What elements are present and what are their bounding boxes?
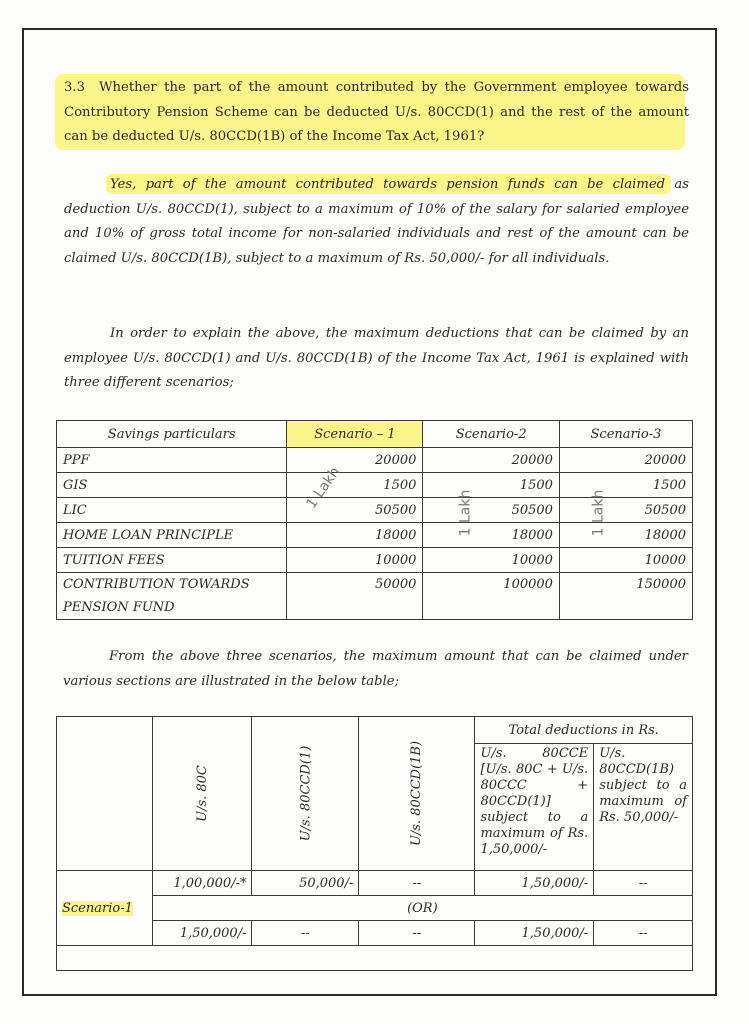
scenario-label: Scenario-1: [62, 900, 133, 916]
handwritten-note-3: 1 Lakh: [590, 489, 607, 537]
header-80ccd1: U/s. 80CCD(1): [252, 717, 359, 871]
row-label: TUITION FEES: [57, 548, 287, 573]
answer-paragraph: [64, 173, 689, 271]
cell-s2: 20000: [423, 448, 560, 473]
question-number: 3.3: [64, 80, 85, 95]
table-row: [57, 448, 693, 473]
cell-s2: 1500: [423, 473, 560, 498]
question-paragraph: [64, 76, 689, 150]
row-label: CONTRIBUTION TOWARDS PENSION FUND: [57, 573, 287, 620]
cell-80c: 1,00,000/-*: [152, 871, 252, 896]
cell-s3: 18000: [559, 523, 692, 548]
cell-s3: 20000: [559, 448, 692, 473]
savings-header-row: [57, 421, 693, 448]
table-row: [57, 548, 693, 573]
empty-cell: [57, 946, 693, 971]
cell-80cce: 1,50,000/-: [475, 921, 594, 946]
or-row: [57, 896, 693, 921]
cell-s2: 100000: [423, 573, 560, 620]
intro-text: In order to explain the above, the maximum deductions that can be claimed by an employee U/s. 80CCD(1) and U/s. 80CCD(1B) of the Income Tax Act, 1961 is explained with three different scenarios;: [64, 326, 689, 390]
cell-s1: 18000: [287, 523, 423, 548]
row-label: PPF: [57, 448, 287, 473]
cell-s1: 50500: [287, 498, 423, 523]
row-label: GIS: [57, 473, 287, 498]
cell-s3: 50500: [559, 498, 692, 523]
answer-text: as deduction U/s. 80CCD(1), subject to a maximum of 10% of the salary for salaried employee and 10% of gross total income for non-salaried individuals and rest of the amount can be claimed U/s. 80CCD(1B), subject to a maximum of Rs. 50,000/- for all individuals.: [64, 177, 689, 266]
header-savings-particulars: Savings particulars: [57, 421, 287, 448]
header-80cce: U/s. 80CCE [U/s. 80C + U/s. 80CCC + 80CCD(1)] subject to a maximum of Rs. 1,50,000/-: [475, 744, 594, 871]
cell-s2: 50500: [423, 498, 560, 523]
header-80ccd1b: U/s. 80CCD(1B): [359, 717, 475, 871]
cell-s2: 10000: [423, 548, 560, 573]
handwritten-note-2: 1 Lakh: [457, 489, 474, 537]
cell-s2: 18000: [423, 523, 560, 548]
header-80c: U/s. 80C: [152, 717, 252, 871]
scenario-label-cell: [57, 871, 153, 946]
cell-80ccd1: --: [252, 921, 359, 946]
cell-s3: 10000: [559, 548, 692, 573]
header-scenario-3: Scenario-3: [559, 421, 692, 448]
header-scenario-2: Scenario-2: [423, 421, 560, 448]
or-label: (OR): [152, 896, 692, 921]
cell-80ccd1b-total: --: [594, 921, 693, 946]
cell-s1: 10000: [287, 548, 423, 573]
cell-80c: 1,50,000/-: [152, 921, 252, 946]
header-80ccd1b-total: U/s. 80CCD(1B) subject to a maximum of Rs. 50,000/-: [594, 744, 693, 871]
empty-row: [57, 946, 693, 971]
cell-80ccd1: 50,000/-: [252, 871, 359, 896]
row-label: HOME LOAN PRINCIPLE: [57, 523, 287, 548]
intro2-paragraph: [63, 645, 688, 694]
deductions-header-row: [57, 717, 693, 744]
cell-80ccd1b: --: [359, 871, 475, 896]
deductions-table: [56, 716, 693, 971]
cell-s1: 20000: [287, 448, 423, 473]
handwritten-note-1: 1 Lakh: [303, 464, 344, 512]
cell-s3: 150000: [559, 573, 692, 620]
intro2-text: From the above three scenarios, the maximum amount that can be claimed under various sections are illustrated in the below table;: [63, 649, 688, 689]
empty-corner-cell: [57, 717, 153, 871]
cell-s1: 1500: [287, 473, 423, 498]
cell-80ccd1b-total: --: [594, 871, 693, 896]
cell-80cce: 1,50,000/-: [475, 871, 594, 896]
answer-highlighted-text: Yes, part of the amount contributed towards pension funds can be claimed: [110, 177, 666, 192]
intro-paragraph: [64, 322, 689, 396]
cell-s1: 50000: [287, 573, 423, 620]
table-row: [57, 573, 693, 620]
cell-80ccd1b: --: [359, 921, 475, 946]
table-row: [57, 921, 693, 946]
question-text: Whether the part of the amount contributed by the Government employee towards Contributory Pension Scheme can be deducted U/s. 80CCD(1) and the rest of the amount can be deducted U/s. 80CCD(1B) of the Income Tax Act, 1961?: [64, 80, 689, 144]
header-scenario-1: Scenario – 1: [287, 421, 423, 448]
header-total-deductions: Total deductions in Rs.: [475, 717, 693, 744]
table-row: [57, 871, 693, 896]
row-label: LIC: [57, 498, 287, 523]
cell-s3: 1500: [559, 473, 692, 498]
